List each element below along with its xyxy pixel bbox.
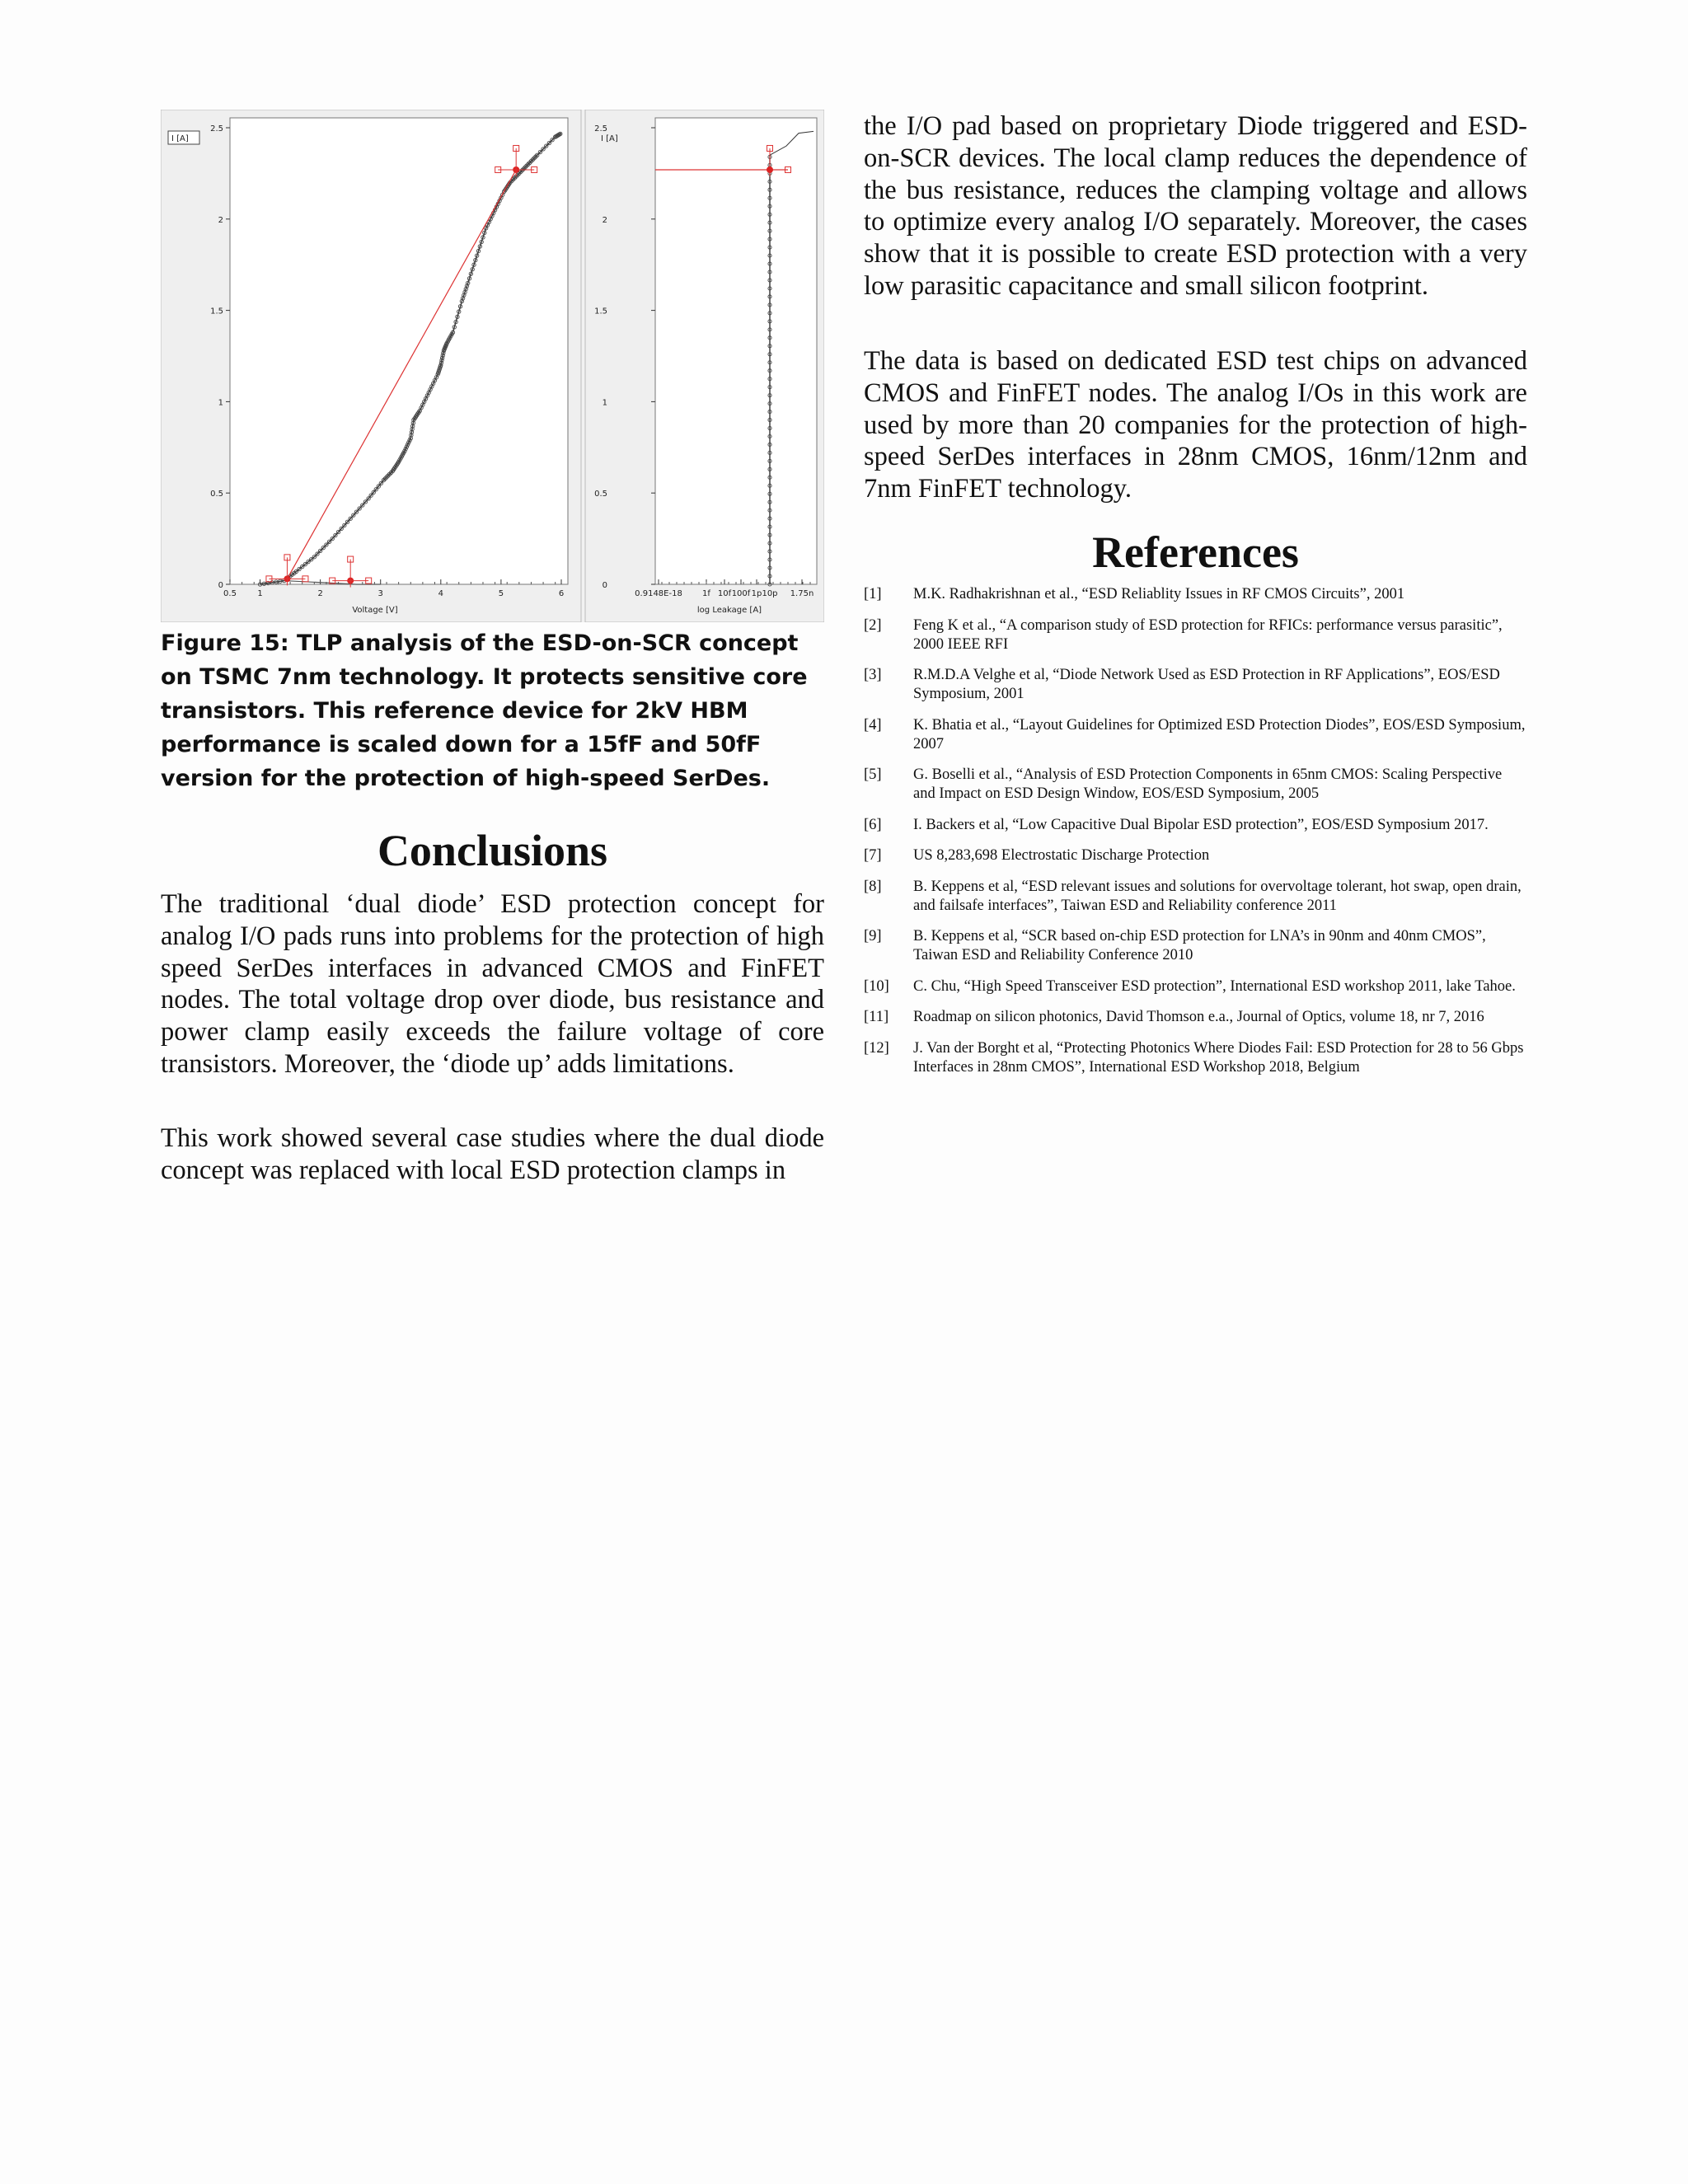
reference-number: [8] — [864, 878, 882, 895]
tlp-chart — [161, 110, 824, 622]
y-tick-label: 1.5 — [210, 307, 223, 316]
reference-text: B. Keppens et al, “SCR based on-chip ESD protection for LNA’s in 90nm and 40nm CMOS”, Taiwan ESD and Reliability Conference 2010 — [913, 928, 1486, 963]
reference-number: [5] — [864, 766, 882, 783]
y-tick-label: 0.5 — [594, 490, 607, 499]
conclusions-paragraph-1: The traditional ‘dual diode’ ESD protection concept for analog I/O pads runs into problems for the protection of high speed SerDes interfaces in advanced CMOS and FinFET nodes. The total voltage drop over diode, bus resistance and power clamp easily exceeds the failure voltage of core transistors. Moreover, the ‘diode up’ adds limitations. — [161, 889, 824, 1079]
reference-text: C. Chu, “High Speed Transceiver ESD protection”, International ESD workshop 2011, lake Tahoe. — [913, 977, 1516, 995]
reference-item — [864, 878, 1527, 916]
reference-item — [864, 1008, 1527, 1027]
reference-item — [864, 927, 1527, 965]
y-tick-label: 0 — [218, 581, 223, 590]
reference-number: [9] — [864, 928, 882, 944]
x-tick-label: 2 — [317, 589, 323, 598]
x-tick-label: 1.75n — [790, 589, 814, 598]
reference-item — [864, 616, 1527, 654]
x-tick-label: 1f — [702, 589, 710, 598]
highlight-point — [767, 166, 773, 173]
x-tick-label: 100f — [731, 589, 751, 598]
y-tick-label: 0 — [602, 581, 607, 590]
x-tick-label: 4 — [438, 589, 444, 598]
y-tick-label: 2.5 — [210, 124, 223, 134]
reference-number: [7] — [864, 847, 882, 864]
reference-item — [864, 977, 1527, 996]
right-y-axis-label: I [A] — [601, 134, 618, 143]
figure-15 — [161, 110, 824, 622]
reference-item — [864, 585, 1527, 604]
x-tick-label: 10f — [717, 589, 732, 598]
conclusions-paragraph-2: This work showed several case studies where the dual diode concept was replaced with local ESD protection clamps in — [161, 1123, 824, 1185]
left-y-axis-label: I [A] — [171, 134, 189, 143]
reference-number: [10] — [864, 977, 889, 995]
y-tick-label: 1 — [218, 398, 223, 408]
figure-caption: Figure 15: TLP analysis of the ESD-on-SCR concept on TSMC 7nm technology. It protects sensitive core transistors. This reference device for 2kV HBM performance is scaled down for a 15fF and 50fF version for the protection of high-speed SerDes. — [161, 630, 808, 791]
reference-text: Roadmap on silicon photonics, David Thomson e.a., Journal of Optics, volume 18, nr 7, 2016 — [913, 1009, 1484, 1025]
reference-number: [3] — [864, 667, 882, 683]
reference-text: J. Van der Borght et al, “Protecting Photonics Where Diodes Fail: ESD Protection for 28 to 56 Gbps Interfaces in 28nm CMOS”, International ESD Workshop 2018, Belgium — [913, 1039, 1524, 1076]
conclusions-heading: Conclusions — [377, 826, 608, 875]
reference-text: US 8,283,698 Electrostatic Discharge Protection — [913, 847, 1210, 864]
y-tick-label: 2 — [602, 215, 607, 225]
reference-number: [12] — [864, 1039, 889, 1057]
right-plot-area — [655, 118, 817, 584]
reference-number: [11] — [864, 1009, 889, 1025]
reference-item — [864, 716, 1527, 754]
reference-text: Feng K et al., “A comparison study of ESD protection for RFICs: performance versus parasitic”, 2000 IEEE RFI — [913, 616, 1503, 653]
reference-number: [1] — [864, 586, 882, 602]
reference-item — [864, 816, 1527, 835]
x-tick-label: 10p — [762, 589, 778, 598]
x-tick-label: 6 — [558, 589, 565, 598]
y-tick-label: 2 — [218, 215, 223, 225]
reference-list — [864, 585, 1527, 1089]
reference-number: [4] — [864, 716, 882, 733]
reference-item — [864, 766, 1527, 804]
x-tick-label: 3 — [377, 589, 383, 598]
y-tick-label: 2.5 — [594, 124, 607, 134]
reference-text: B. Keppens et al, “ESD relevant issues and solutions for overvoltage tolerant, hot swap, open drain, and failsafe interfaces”, Taiwan ESD and Reliability conference 2011 — [913, 878, 1522, 914]
right-x-axis-label: log Leakage [A] — [696, 606, 762, 615]
y-tick-label: 1.5 — [594, 307, 607, 316]
left-x-axis-label: Voltage [V] — [352, 606, 398, 615]
reference-text: I. Backers et al, “Low Capacitive Dual Bipolar ESD protection”, EOS/ESD Symposium 2017. — [913, 816, 1489, 833]
reference-item — [864, 1039, 1527, 1077]
x-tick-label: 1 — [257, 589, 263, 598]
reference-text: R.M.D.A Velghe et al, “Diode Network Used as ESD Protection in RF Applications”, EOS/ESD Symposium, 2001 — [913, 667, 1500, 702]
reference-number: [6] — [864, 816, 882, 833]
reference-item — [864, 666, 1527, 704]
x-tick-label: 0.5 — [223, 589, 237, 598]
x-tick-label: 1p — [751, 589, 762, 598]
conclusions-paragraph-4: The data is based on dedicated ESD test chips on advanced CMOS and FinFET nodes. The analog I/Os in this work are used by more than 20 companies for the protection of high-speed SerDes interfaces in 28nm CMOS, 16nm/12nm and 7nm FinFET technology. — [864, 346, 1527, 504]
y-tick-label: 1 — [602, 398, 607, 408]
reference-text: K. Bhatia et al., “Layout Guidelines for Optimized ESD Protection Diodes”, EOS/ESD Symposium, 2007 — [913, 716, 1526, 752]
y-tick-label: 0.5 — [210, 490, 223, 499]
x-tick-label: 5 — [498, 589, 504, 598]
left-plot-area — [230, 118, 568, 584]
references-heading: References — [1092, 527, 1299, 577]
reference-item — [864, 846, 1527, 865]
x-tick-label: 0.9148E-18 — [635, 589, 682, 598]
reference-number: [2] — [864, 616, 882, 634]
conclusions-paragraph-3: the I/O pad based on proprietary Diode triggered and ESD-on-SCR devices. The local clamp reduces the dependence of the bus resistance, reduces the clamping voltage and allows to optimize every analog I/O separately. Moreover, the cases show that it is possible to create ESD protection with a very low parasitic capacitance and small silicon footprint. — [864, 111, 1527, 301]
reference-text: M.K. Radhakrishnan et al., “ESD Reliablity Issues in RF CMOS Circuits”, 2001 — [913, 586, 1405, 602]
reference-text: G. Boselli et al., “Analysis of ESD Protection Components in 65nm CMOS: Scaling Perspective and Impact on ESD Design Window, EOS/ESD Symposium, 2005 — [913, 766, 1503, 802]
